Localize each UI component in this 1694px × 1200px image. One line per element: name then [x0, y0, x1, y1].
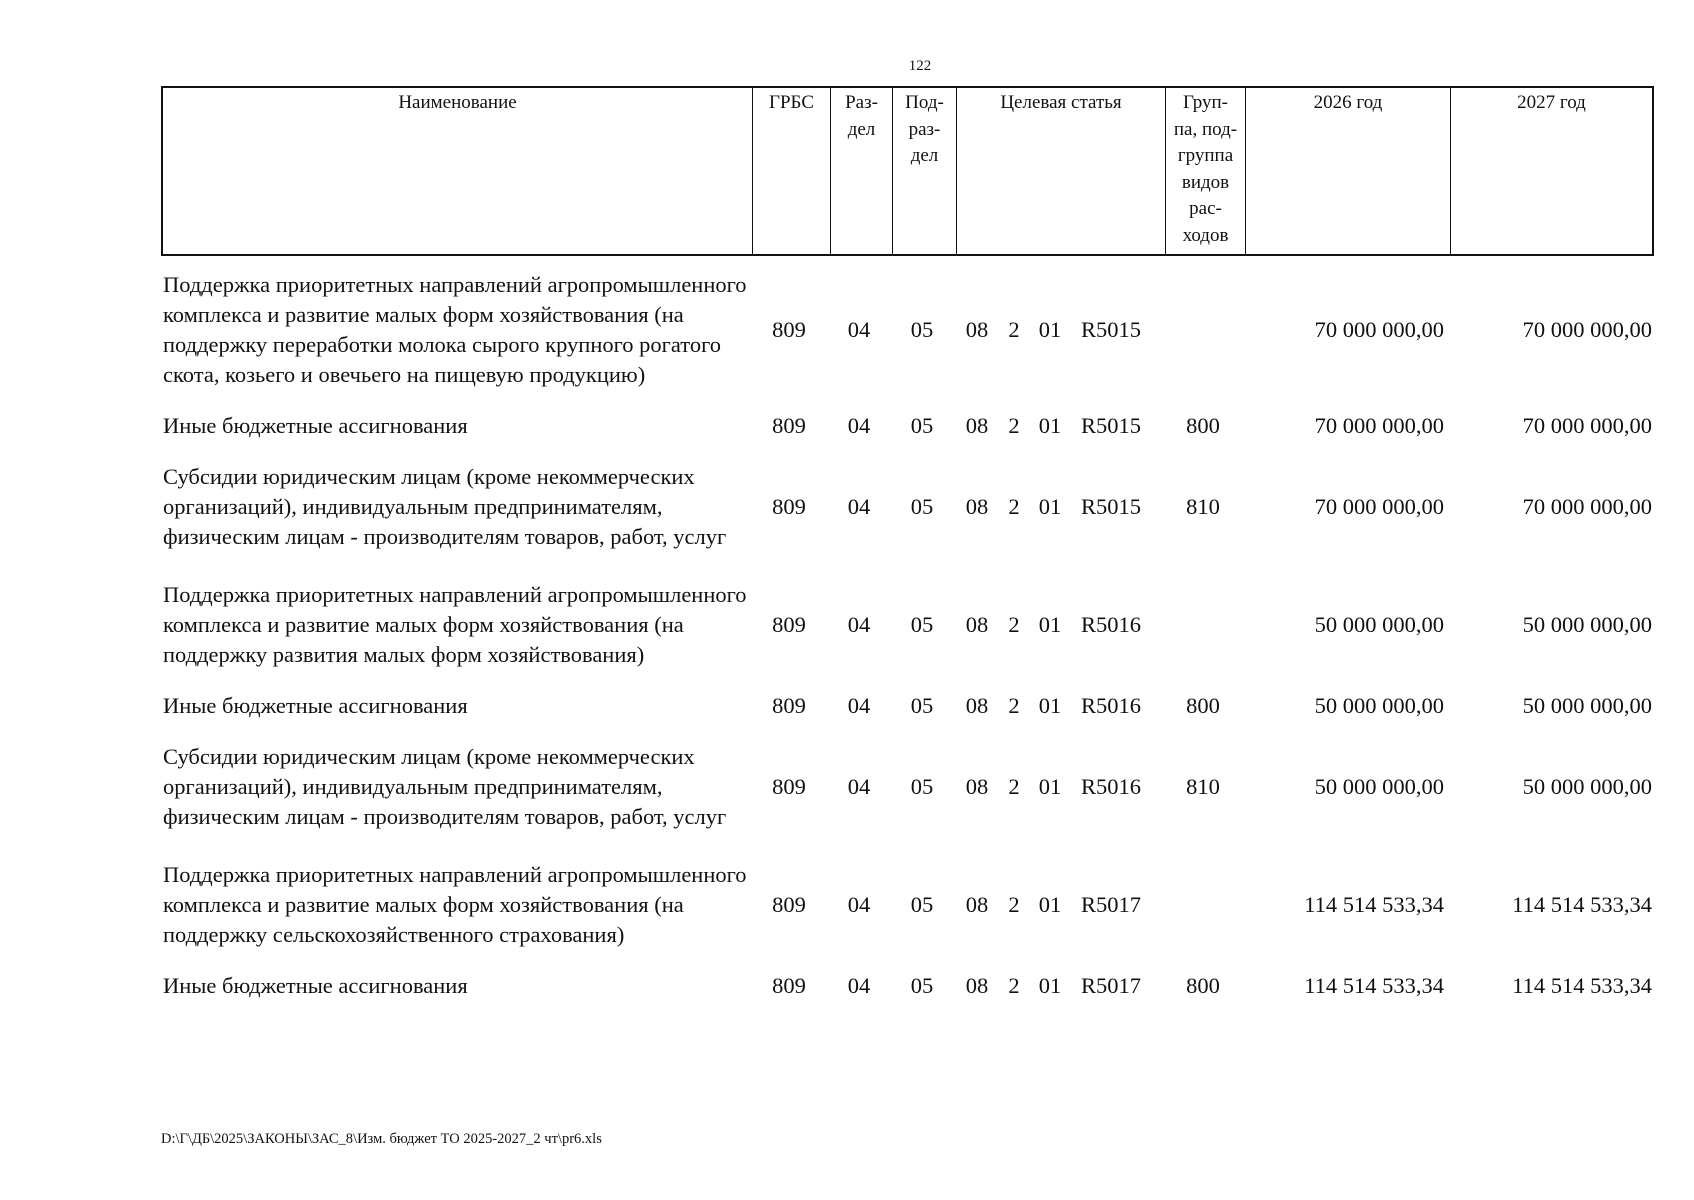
- cell-razdel: 04: [847, 693, 871, 718]
- cell-podrazdel: 05: [910, 612, 934, 637]
- cell-vid-rashodov: [1165, 846, 1241, 964]
- cell-razdel: 04: [847, 612, 871, 637]
- cell-subprogram: 2: [1008, 612, 1020, 637]
- cell-razdel: 04: [847, 494, 871, 519]
- header-razdel: Раз- дел: [830, 88, 892, 254]
- cell-event: 01: [1038, 413, 1062, 438]
- cell-vid-rashodov: [1165, 256, 1241, 404]
- cell-name: Субсидии юридическим лицам (кроме некоммерческих организаций), индивидуальным предпринимателям, физическим лицам - производителям товаров, работ, услуг: [163, 744, 727, 829]
- cell-2027: 50 000 000,00: [1522, 693, 1652, 718]
- cell-program: 08: [965, 774, 989, 799]
- cell-2026: 70 000 000,00: [1314, 494, 1444, 519]
- header-celevaya-statya: Целевая статья: [956, 88, 1165, 254]
- cell-direction: R5015: [1080, 317, 1141, 342]
- cell-podrazdel: 05: [910, 973, 934, 998]
- cell-name: Иные бюджетные ассигнования: [163, 693, 468, 718]
- cell-program: 08: [965, 973, 989, 998]
- cell-event: 01: [1038, 774, 1062, 799]
- cell-program: 08: [965, 317, 989, 342]
- cell-2027: 114 514 533,34: [1512, 892, 1652, 917]
- cell-grbs: 809: [772, 317, 806, 342]
- cell-direction: R5016: [1080, 693, 1141, 718]
- cell-razdel: 04: [847, 317, 871, 342]
- cell-name: Поддержка приоритетных направлений агропромышленного комплекса и развитие малых форм хозяйствования (на поддержку сельскохозяйственного страхования): [163, 862, 747, 947]
- cell-event: 01: [1038, 973, 1062, 998]
- cell-subprogram: 2: [1008, 973, 1020, 998]
- cell-program: 08: [965, 612, 989, 637]
- cell-2026: 50 000 000,00: [1314, 774, 1444, 799]
- cell-program: 08: [965, 413, 989, 438]
- cell-event: 01: [1038, 612, 1062, 637]
- cell-grbs: 809: [772, 892, 806, 917]
- cell-podrazdel: 05: [910, 317, 934, 342]
- cell-name: Поддержка приоритетных направлений агропромышленного комплекса и развитие малых форм хозяйствования (на поддержку переработки молока сырого крупного рогатого скота, козьего и овечьего на пищевую продукцию): [163, 272, 747, 387]
- header-grbs: ГРБС: [752, 88, 830, 254]
- cell-2026: 114 514 533,34: [1304, 973, 1444, 998]
- budget-table: [161, 86, 1654, 1056]
- cell-2026: 50 000 000,00: [1314, 693, 1444, 718]
- cell-program: 08: [965, 892, 989, 917]
- header-2027: 2027 год: [1450, 88, 1652, 254]
- cell-event: 01: [1038, 317, 1062, 342]
- cell-vid-rashodov: 810: [1186, 774, 1220, 799]
- cell-name: Субсидии юридическим лицам (кроме некоммерческих организаций), индивидуальным предпринимателям, физическим лицам - производителям товаров, работ, услуг: [163, 464, 727, 549]
- cell-2027: 70 000 000,00: [1522, 317, 1652, 342]
- cell-direction: R5015: [1080, 413, 1141, 438]
- cell-2026: 114 514 533,34: [1304, 892, 1444, 917]
- table-row: [161, 684, 1654, 728]
- cell-subprogram: 2: [1008, 693, 1020, 718]
- cell-subprogram: 2: [1008, 892, 1020, 917]
- cell-podrazdel: 05: [910, 693, 934, 718]
- cell-2027: 50 000 000,00: [1522, 774, 1652, 799]
- cell-direction: R5016: [1080, 612, 1141, 637]
- cell-vid-rashodov: 800: [1186, 413, 1220, 438]
- cell-grbs: 809: [772, 973, 806, 998]
- cell-grbs: 809: [772, 612, 806, 637]
- table-row: [161, 448, 1654, 566]
- cell-subprogram: 2: [1008, 774, 1020, 799]
- cell-subprogram: 2: [1008, 413, 1020, 438]
- cell-name: Иные бюджетные ассигнования: [163, 413, 468, 438]
- table-row: [161, 566, 1654, 684]
- table-row: [161, 404, 1654, 448]
- cell-grbs: 809: [772, 413, 806, 438]
- cell-grbs: 809: [772, 774, 806, 799]
- cell-2026: 70 000 000,00: [1314, 317, 1444, 342]
- cell-grbs: 809: [772, 693, 806, 718]
- cell-vid-rashodov: 800: [1186, 973, 1220, 998]
- cell-vid-rashodov: 810: [1186, 494, 1220, 519]
- cell-event: 01: [1038, 494, 1062, 519]
- cell-podrazdel: 05: [910, 774, 934, 799]
- table-row: [161, 256, 1654, 404]
- cell-direction: R5016: [1080, 774, 1141, 799]
- cell-event: 01: [1038, 693, 1062, 718]
- cell-program: 08: [965, 693, 989, 718]
- header-podrazdel: Под- раз- дел: [892, 88, 956, 254]
- cell-subprogram: 2: [1008, 494, 1020, 519]
- cell-2026: 50 000 000,00: [1314, 612, 1444, 637]
- cell-podrazdel: 05: [910, 892, 934, 917]
- page-number: 122: [908, 58, 932, 74]
- cell-subprogram: 2: [1008, 317, 1020, 342]
- cell-razdel: 04: [847, 413, 871, 438]
- cell-name: Иные бюджетные ассигнования: [163, 973, 468, 998]
- header-name: Наименование: [398, 92, 517, 113]
- cell-razdel: 04: [847, 892, 871, 917]
- table-header: [161, 86, 1654, 256]
- cell-razdel: 04: [847, 774, 871, 799]
- cell-2027: 70 000 000,00: [1522, 494, 1652, 519]
- cell-direction: R5015: [1080, 494, 1141, 519]
- table-row: [161, 728, 1654, 846]
- cell-2026: 70 000 000,00: [1314, 413, 1444, 438]
- table-row: [161, 964, 1654, 1008]
- cell-event: 01: [1038, 892, 1062, 917]
- cell-vid-rashodov: 800: [1186, 693, 1220, 718]
- cell-direction: R5017: [1080, 973, 1141, 998]
- cell-grbs: 809: [772, 494, 806, 519]
- footer-file-path: D:\Г\ДБ\2025\ЗАКОНЫ\ЗАС_8\Изм. бюджет ТО 2025-2027_2 чт\pr6.xls: [161, 1131, 602, 1147]
- cell-podrazdel: 05: [910, 413, 934, 438]
- cell-program: 08: [965, 494, 989, 519]
- cell-vid-rashodov: [1165, 566, 1241, 684]
- cell-name: Поддержка приоритетных направлений агропромышленного комплекса и развитие малых форм хозяйствования (на поддержку развития малых форм хозяйствования): [163, 582, 747, 667]
- cell-podrazdel: 05: [910, 494, 934, 519]
- header-gruppa-vidov-rashodov: Груп- па, под- группа видов рас- ходов: [1165, 88, 1245, 254]
- cell-2027: 114 514 533,34: [1512, 973, 1652, 998]
- cell-2027: 70 000 000,00: [1522, 413, 1652, 438]
- cell-direction: R5017: [1080, 892, 1141, 917]
- cell-razdel: 04: [847, 973, 871, 998]
- table-row: [161, 846, 1654, 964]
- header-2026: 2026 год: [1245, 88, 1450, 254]
- cell-2027: 50 000 000,00: [1522, 612, 1652, 637]
